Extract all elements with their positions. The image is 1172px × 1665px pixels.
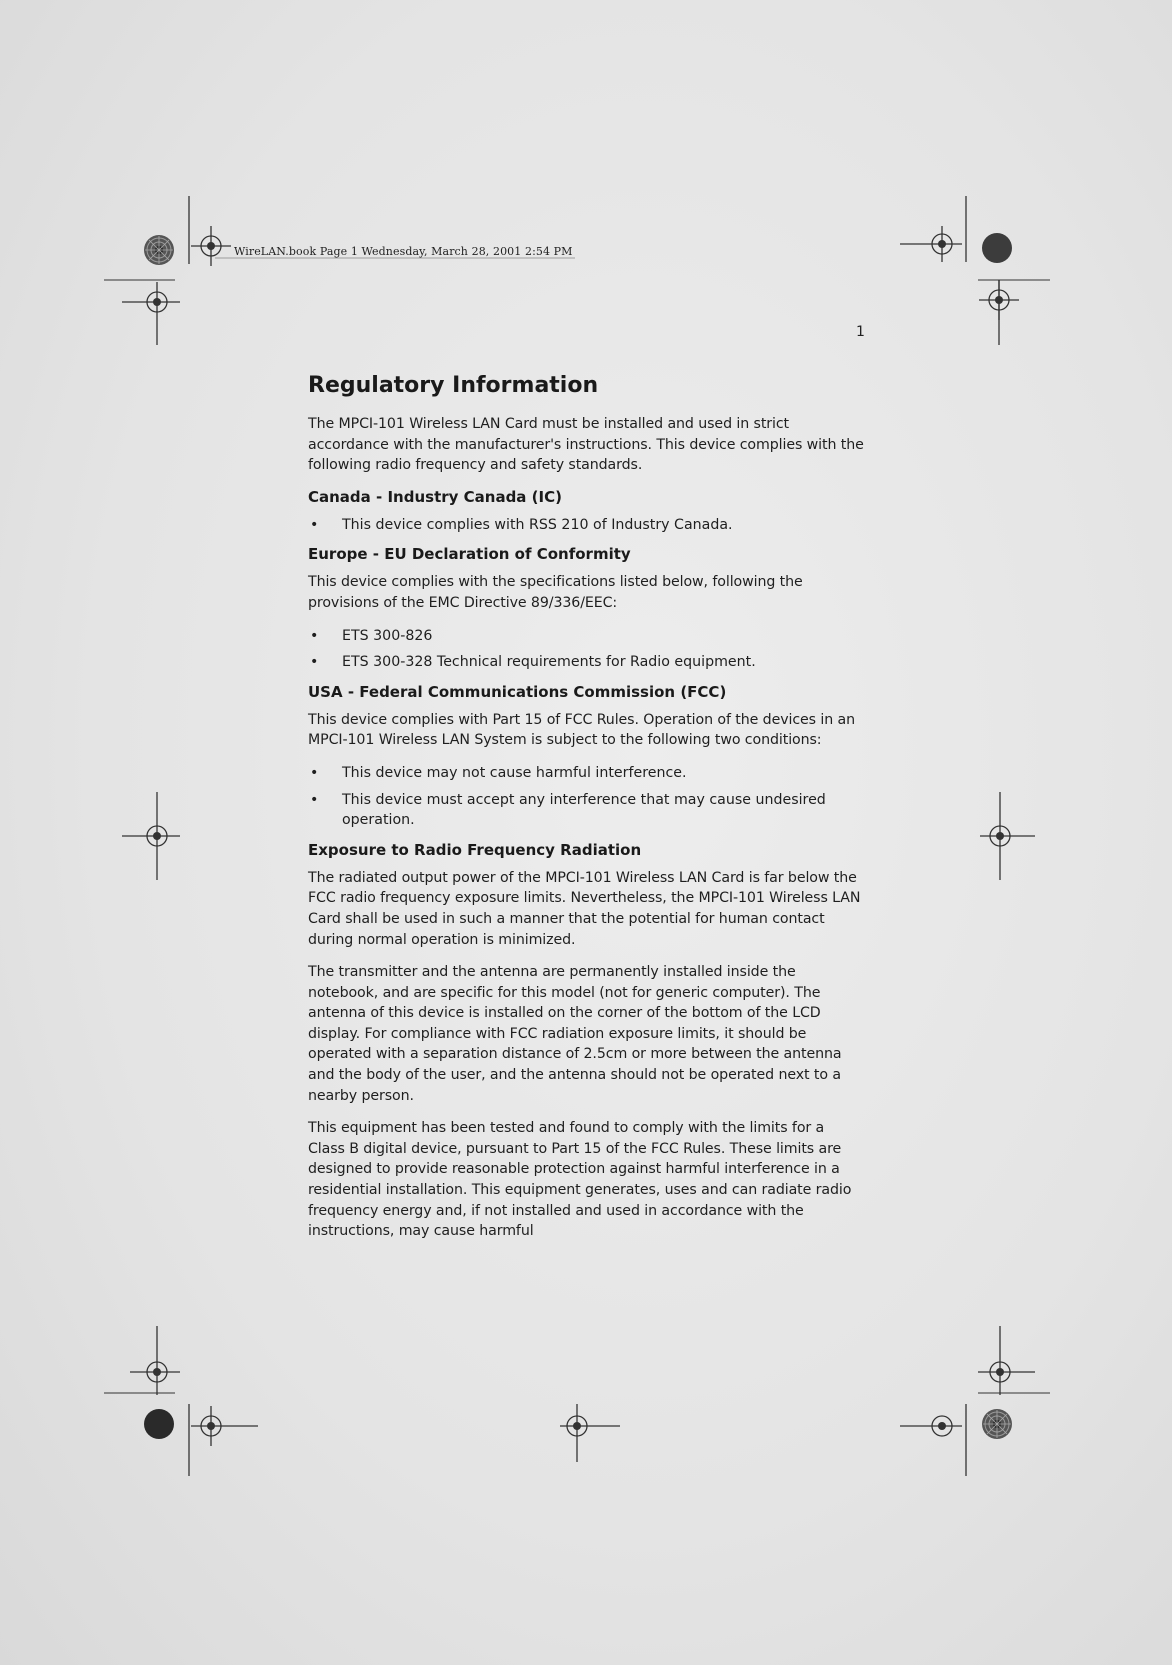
canada-bullet-list	[308, 515, 864, 536]
list-item	[308, 626, 864, 647]
canada-section-heading: Canada - Industry Canada (IC)	[308, 487, 562, 506]
list-item-text: ETS 300-826	[342, 627, 433, 644]
top-left-header-registration-mark	[191, 226, 231, 266]
intro-paragraph: The MPCI-101 Wireless LAN Card must be installed and used in strict accordance with the manufacturer's instructions. This device complies with the following radio frequency and safety standards.	[308, 416, 864, 474]
bullet-icon: •	[310, 654, 319, 671]
book-header-info: WireLAN.book Page 1 Wednesday, March 28, 2001 2:54 PM	[234, 245, 573, 258]
list-item	[308, 652, 864, 673]
europe-bullet-list	[308, 626, 864, 673]
list-item	[308, 763, 864, 784]
exposure-paragraph: The transmitter and the antenna are permanently installed inside the notebook, and are specific for this model (not for generic computer). The antenna of this device is installed on the corner of the bottom of the LCD display. For compliance with FCC radiation exposure limits, it should be operated with a separation distance of 2.5cm or more between the antenna and the body of the user, and the antenna should not be operated next to a nearby person.	[308, 964, 842, 1104]
bullet-icon: •	[310, 791, 319, 808]
usa-intro-paragraph: This device complies with Part 15 of FCC Rules. Operation of the devices in an MPCI-101 Wireless LAN System is subject to the following two conditions:	[308, 711, 856, 749]
bullet-icon: •	[310, 627, 319, 644]
bullet-icon: •	[310, 764, 319, 781]
list-item-text: This device must accept any interference that may cause undesired operation.	[342, 791, 826, 829]
europe-section-heading: Europe - EU Declaration of Conformity	[308, 545, 631, 564]
list-item	[308, 790, 864, 831]
top-left-fan-ball-mark	[144, 235, 174, 265]
list-item	[308, 515, 864, 536]
europe-intro-paragraph: This device complies with the specifications listed below, following the provisions of the EMC Directive 89/336/EEC:	[308, 574, 803, 611]
exposure-paragraph: This equipment has been tested and found to comply with the limits for a Class B digital device, pursuant to Part 15 of the FCC Rules. These limits are designed to provide reasonable protection against harmful interference in a residential installation. This equipment generates, uses and can radiate radio frequency energy and, if not installed and used in accordance with the instructions, may cause harmful	[308, 1120, 852, 1240]
exposure-section-heading: Exposure to Radio Frequency Radiation	[308, 840, 642, 859]
usa-section-heading: USA - Federal Communications Commission (FCC)	[308, 682, 727, 701]
bottom-right-fan-ball-mark	[982, 1409, 1012, 1439]
document-body	[308, 373, 864, 1254]
usa-bullet-list	[308, 763, 864, 831]
bottom-left-registration-mark	[191, 1406, 231, 1446]
page-number: 1	[856, 324, 865, 340]
list-item-text: ETS 300-328 Technical requirements for Radio equipment.	[342, 654, 756, 671]
bullet-icon: •	[310, 516, 319, 533]
list-item-text: This device complies with RSS 210 of Industry Canada.	[342, 516, 733, 533]
list-item-text: This device may not cause harmful interference.	[342, 764, 687, 781]
page-title: Regulatory Information	[308, 373, 599, 398]
exposure-paragraph: The radiated output power of the MPCI-101 Wireless LAN Card is far below the FCC radio frequency exposure limits. Nevertheless, the MPCI-101 Wireless LAN Card shall be used in such a manner that the potential for human contact during normal operation is minimized.	[308, 869, 861, 948]
